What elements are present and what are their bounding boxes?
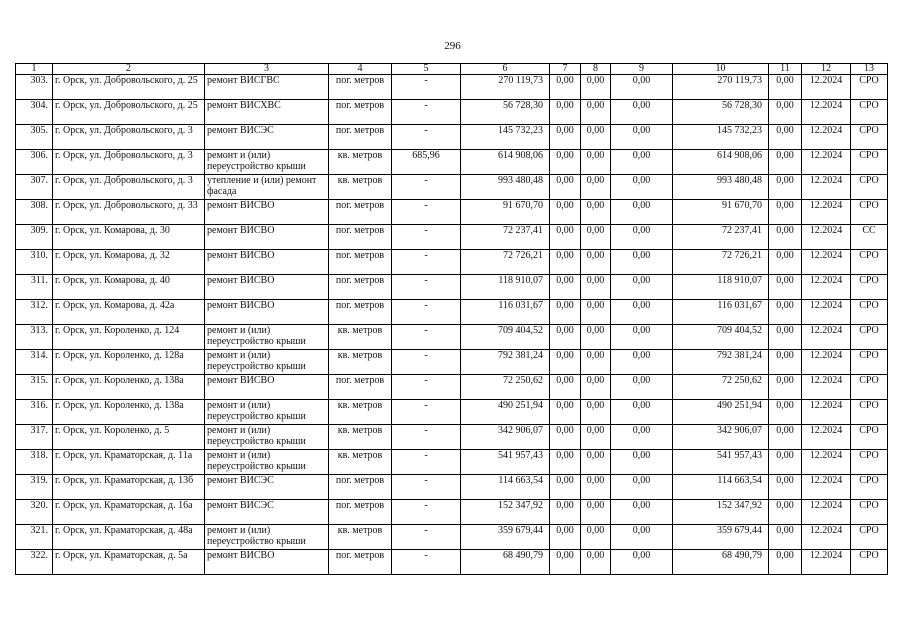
row-number: 304. bbox=[16, 100, 53, 125]
fund-cost-cell: 116 031,67 bbox=[673, 300, 769, 325]
fund-cost-cell: 145 732,23 bbox=[673, 125, 769, 150]
value-cell: 0,00 bbox=[550, 250, 581, 275]
row-number: 318. bbox=[16, 450, 53, 475]
header-cell: 2 bbox=[53, 64, 205, 75]
value-cell: 0,00 bbox=[611, 375, 673, 400]
completion-date-cell: 12.2024 bbox=[802, 75, 851, 100]
fund-cost-cell: 792 381,24 bbox=[673, 350, 769, 375]
value-cell: 0,00 bbox=[769, 225, 802, 250]
total-cost-cell: 116 031,67 bbox=[461, 300, 550, 325]
volume-cell: - bbox=[392, 325, 461, 350]
value-cell: 0,00 bbox=[769, 150, 802, 175]
table-row bbox=[16, 200, 888, 225]
completion-date-cell: 12.2024 bbox=[802, 275, 851, 300]
fund-cost-cell: 709 404,52 bbox=[673, 325, 769, 350]
fund-cost-cell: 614 908,06 bbox=[673, 150, 769, 175]
value-cell: 0,00 bbox=[611, 400, 673, 425]
table-row bbox=[16, 125, 888, 150]
value-cell: 0,00 bbox=[769, 300, 802, 325]
value-cell: 0,00 bbox=[581, 250, 611, 275]
total-cost-cell: 152 347,92 bbox=[461, 500, 550, 525]
value-cell: 0,00 bbox=[611, 100, 673, 125]
row-number: 321. bbox=[16, 525, 53, 550]
row-number: 317. bbox=[16, 425, 53, 450]
table-row bbox=[16, 400, 888, 425]
volume-cell: - bbox=[392, 425, 461, 450]
work-type-cell: ремонт ВИСЭС bbox=[205, 500, 329, 525]
value-cell: 0,00 bbox=[581, 150, 611, 175]
source-cell: СС bbox=[851, 225, 888, 250]
total-cost-cell: 541 957,43 bbox=[461, 450, 550, 475]
table-row bbox=[16, 425, 888, 450]
volume-cell: - bbox=[392, 175, 461, 200]
address-cell: г. Орск, ул. Краматорская, д. 16а bbox=[53, 500, 205, 525]
header-cell: 13 bbox=[851, 64, 888, 75]
value-cell: 0,00 bbox=[550, 125, 581, 150]
row-number: 306. bbox=[16, 150, 53, 175]
work-type-cell: ремонт ВИСВО bbox=[205, 225, 329, 250]
volume-cell: - bbox=[392, 450, 461, 475]
total-cost-cell: 709 404,52 bbox=[461, 325, 550, 350]
page-number: 296 bbox=[444, 40, 461, 52]
value-cell: 0,00 bbox=[769, 425, 802, 450]
total-cost-cell: 91 670,70 bbox=[461, 200, 550, 225]
row-number: 319. bbox=[16, 475, 53, 500]
value-cell: 0,00 bbox=[581, 450, 611, 475]
total-cost-cell: 792 381,24 bbox=[461, 350, 550, 375]
unit-cell: кв. метров bbox=[329, 325, 392, 350]
unit-cell: пог. метров bbox=[329, 275, 392, 300]
value-cell: 0,00 bbox=[611, 275, 673, 300]
value-cell: 0,00 bbox=[550, 425, 581, 450]
completion-date-cell: 12.2024 bbox=[802, 400, 851, 425]
fund-cost-cell: 68 490,79 bbox=[673, 550, 769, 575]
completion-date-cell: 12.2024 bbox=[802, 450, 851, 475]
total-cost-cell: 72 237,41 bbox=[461, 225, 550, 250]
value-cell: 0,00 bbox=[550, 275, 581, 300]
fund-cost-cell: 541 957,43 bbox=[673, 450, 769, 475]
source-cell: СРО bbox=[851, 125, 888, 150]
value-cell: 0,00 bbox=[550, 375, 581, 400]
total-cost-cell: 993 480,48 bbox=[461, 175, 550, 200]
value-cell: 0,00 bbox=[581, 75, 611, 100]
completion-date-cell: 12.2024 bbox=[802, 175, 851, 200]
address-cell: г. Орск, ул. Комарова, д. 30 bbox=[53, 225, 205, 250]
value-cell: 0,00 bbox=[611, 225, 673, 250]
total-cost-cell: 114 663,54 bbox=[461, 475, 550, 500]
source-cell: СРО bbox=[851, 100, 888, 125]
table-row bbox=[16, 225, 888, 250]
total-cost-cell: 72 726,21 bbox=[461, 250, 550, 275]
work-type-cell: ремонт ВИСЭС bbox=[205, 475, 329, 500]
header-cell: 1 bbox=[16, 64, 53, 75]
volume-cell: - bbox=[392, 400, 461, 425]
table-row bbox=[16, 150, 888, 175]
completion-date-cell: 12.2024 bbox=[802, 325, 851, 350]
value-cell: 0,00 bbox=[611, 300, 673, 325]
source-cell: СРО bbox=[851, 175, 888, 200]
row-number: 305. bbox=[16, 125, 53, 150]
fund-cost-cell: 270 119,73 bbox=[673, 75, 769, 100]
completion-date-cell: 12.2024 bbox=[802, 425, 851, 450]
table-row bbox=[16, 375, 888, 400]
source-cell: СРО bbox=[851, 450, 888, 475]
header-cell: 11 bbox=[769, 64, 802, 75]
completion-date-cell: 12.2024 bbox=[802, 250, 851, 275]
completion-date-cell: 12.2024 bbox=[802, 500, 851, 525]
row-number: 320. bbox=[16, 500, 53, 525]
volume-cell: - bbox=[392, 200, 461, 225]
header-cell: 7 bbox=[550, 64, 581, 75]
volume-cell: 685,96 bbox=[392, 150, 461, 175]
value-cell: 0,00 bbox=[611, 75, 673, 100]
source-cell: СРО bbox=[851, 200, 888, 225]
value-cell: 0,00 bbox=[611, 175, 673, 200]
value-cell: 0,00 bbox=[550, 150, 581, 175]
value-cell: 0,00 bbox=[611, 475, 673, 500]
source-cell: СРО bbox=[851, 400, 888, 425]
table-row bbox=[16, 250, 888, 275]
fund-cost-cell: 118 910,07 bbox=[673, 275, 769, 300]
source-cell: СРО bbox=[851, 425, 888, 450]
total-cost-cell: 342 906,07 bbox=[461, 425, 550, 450]
fund-cost-cell: 72 237,41 bbox=[673, 225, 769, 250]
work-type-cell: ремонт ВИСВО bbox=[205, 550, 329, 575]
value-cell: 0,00 bbox=[581, 325, 611, 350]
source-cell: СРО bbox=[851, 525, 888, 550]
value-cell: 0,00 bbox=[581, 400, 611, 425]
volume-cell: - bbox=[392, 275, 461, 300]
value-cell: 0,00 bbox=[550, 100, 581, 125]
total-cost-cell: 68 490,79 bbox=[461, 550, 550, 575]
header-cell: 9 bbox=[611, 64, 673, 75]
work-type-cell: ремонт и (или) переустройство крыши bbox=[205, 325, 329, 350]
fund-cost-cell: 114 663,54 bbox=[673, 475, 769, 500]
value-cell: 0,00 bbox=[611, 325, 673, 350]
fund-cost-cell: 993 480,48 bbox=[673, 175, 769, 200]
source-cell: СРО bbox=[851, 475, 888, 500]
value-cell: 0,00 bbox=[769, 100, 802, 125]
header-cell: 3 bbox=[205, 64, 329, 75]
unit-cell: пог. метров bbox=[329, 550, 392, 575]
completion-date-cell: 12.2024 bbox=[802, 300, 851, 325]
address-cell: г. Орск, ул. Добровольского, д. 3 bbox=[53, 175, 205, 200]
completion-date-cell: 12.2024 bbox=[802, 200, 851, 225]
value-cell: 0,00 bbox=[550, 500, 581, 525]
value-cell: 0,00 bbox=[581, 350, 611, 375]
address-cell: г. Орск, ул. Короленко, д. 138а bbox=[53, 400, 205, 425]
source-cell: СРО bbox=[851, 550, 888, 575]
total-cost-cell: 359 679,44 bbox=[461, 525, 550, 550]
value-cell: 0,00 bbox=[550, 525, 581, 550]
work-type-cell: ремонт ВИСХВС bbox=[205, 100, 329, 125]
value-cell: 0,00 bbox=[769, 400, 802, 425]
row-number: 307. bbox=[16, 175, 53, 200]
table-row bbox=[16, 550, 888, 575]
address-cell: г. Орск, ул. Добровольского, д. 33 bbox=[53, 200, 205, 225]
value-cell: 0,00 bbox=[611, 525, 673, 550]
value-cell: 0,00 bbox=[581, 550, 611, 575]
address-cell: г. Орск, ул. Комарова, д. 42а bbox=[53, 300, 205, 325]
row-number: 310. bbox=[16, 250, 53, 275]
table-row bbox=[16, 100, 888, 125]
address-cell: г. Орск, ул. Краматорская, д. 5а bbox=[53, 550, 205, 575]
source-cell: СРО bbox=[851, 275, 888, 300]
unit-cell: кв. метров bbox=[329, 175, 392, 200]
unit-cell: пог. метров bbox=[329, 200, 392, 225]
row-number: 316. bbox=[16, 400, 53, 425]
row-number: 303. bbox=[16, 75, 53, 100]
unit-cell: кв. метров bbox=[329, 350, 392, 375]
fund-cost-cell: 342 906,07 bbox=[673, 425, 769, 450]
work-type-cell: ремонт ВИСВО bbox=[205, 375, 329, 400]
total-cost-cell: 490 251,94 bbox=[461, 400, 550, 425]
value-cell: 0,00 bbox=[769, 175, 802, 200]
header-cell: 4 bbox=[329, 64, 392, 75]
table-row bbox=[16, 350, 888, 375]
row-number: 312. bbox=[16, 300, 53, 325]
source-cell: СРО bbox=[851, 150, 888, 175]
address-cell: г. Орск, ул. Краматорская, д. 48а bbox=[53, 525, 205, 550]
completion-date-cell: 12.2024 bbox=[802, 150, 851, 175]
value-cell: 0,00 bbox=[769, 250, 802, 275]
unit-cell: пог. метров bbox=[329, 225, 392, 250]
value-cell: 0,00 bbox=[550, 300, 581, 325]
work-type-cell: ремонт ВИСВО bbox=[205, 250, 329, 275]
table-row bbox=[16, 275, 888, 300]
work-type-cell: ремонт ВИСВО bbox=[205, 200, 329, 225]
value-cell: 0,00 bbox=[611, 250, 673, 275]
table-row bbox=[16, 475, 888, 500]
value-cell: 0,00 bbox=[550, 550, 581, 575]
completion-date-cell: 12.2024 bbox=[802, 350, 851, 375]
address-cell: г. Орск, ул. Добровольского, д. 25 bbox=[53, 75, 205, 100]
value-cell: 0,00 bbox=[769, 200, 802, 225]
volume-cell: - bbox=[392, 225, 461, 250]
header-cell: 8 bbox=[581, 64, 611, 75]
address-cell: г. Орск, ул. Короленко, д. 128а bbox=[53, 350, 205, 375]
value-cell: 0,00 bbox=[581, 300, 611, 325]
header-cell: 5 bbox=[392, 64, 461, 75]
value-cell: 0,00 bbox=[581, 275, 611, 300]
address-cell: г. Орск, ул. Короленко, д. 124 bbox=[53, 325, 205, 350]
work-type-cell: ремонт и (или) переустройство крыши bbox=[205, 150, 329, 175]
unit-cell: кв. метров bbox=[329, 425, 392, 450]
completion-date-cell: 12.2024 bbox=[802, 375, 851, 400]
value-cell: 0,00 bbox=[581, 100, 611, 125]
source-cell: СРО bbox=[851, 325, 888, 350]
value-cell: 0,00 bbox=[550, 175, 581, 200]
address-cell: г. Орск, ул. Добровольского, д. 3 bbox=[53, 150, 205, 175]
total-cost-cell: 614 908,06 bbox=[461, 150, 550, 175]
unit-cell: кв. метров bbox=[329, 400, 392, 425]
table-row bbox=[16, 450, 888, 475]
work-type-cell: ремонт и (или) переустройство крыши bbox=[205, 425, 329, 450]
value-cell: 0,00 bbox=[550, 75, 581, 100]
table-row bbox=[16, 300, 888, 325]
source-cell: СРО bbox=[851, 350, 888, 375]
volume-cell: - bbox=[392, 300, 461, 325]
value-cell: 0,00 bbox=[550, 475, 581, 500]
table-row bbox=[16, 175, 888, 200]
volume-cell: - bbox=[392, 500, 461, 525]
address-cell: г. Орск, ул. Короленко, д. 138а bbox=[53, 375, 205, 400]
row-number: 308. bbox=[16, 200, 53, 225]
value-cell: 0,00 bbox=[550, 225, 581, 250]
work-type-cell: ремонт и (или) переустройство крыши bbox=[205, 400, 329, 425]
table-row bbox=[16, 500, 888, 525]
unit-cell: пог. метров bbox=[329, 250, 392, 275]
value-cell: 0,00 bbox=[769, 125, 802, 150]
value-cell: 0,00 bbox=[769, 325, 802, 350]
table-row bbox=[16, 525, 888, 550]
header-cell: 10 bbox=[673, 64, 769, 75]
value-cell: 0,00 bbox=[581, 175, 611, 200]
value-cell: 0,00 bbox=[550, 400, 581, 425]
total-cost-cell: 56 728,30 bbox=[461, 100, 550, 125]
value-cell: 0,00 bbox=[769, 450, 802, 475]
header-cell: 6 bbox=[461, 64, 550, 75]
header-cell: 12 bbox=[802, 64, 851, 75]
unit-cell: кв. метров bbox=[329, 450, 392, 475]
source-cell: СРО bbox=[851, 300, 888, 325]
work-type-cell: ремонт и (или) переустройство крыши bbox=[205, 350, 329, 375]
volume-cell: - bbox=[392, 375, 461, 400]
total-cost-cell: 118 910,07 bbox=[461, 275, 550, 300]
source-cell: СРО bbox=[851, 250, 888, 275]
work-type-cell: ремонт ВИСГВС bbox=[205, 75, 329, 100]
capital-repair-table bbox=[15, 63, 888, 575]
completion-date-cell: 12.2024 bbox=[802, 125, 851, 150]
value-cell: 0,00 bbox=[550, 350, 581, 375]
work-type-cell: ремонт ВИСВО bbox=[205, 300, 329, 325]
source-cell: СРО bbox=[851, 500, 888, 525]
volume-cell: - bbox=[392, 525, 461, 550]
volume-cell: - bbox=[392, 475, 461, 500]
unit-cell: пог. метров bbox=[329, 100, 392, 125]
completion-date-cell: 12.2024 bbox=[802, 525, 851, 550]
completion-date-cell: 12.2024 bbox=[802, 225, 851, 250]
value-cell: 0,00 bbox=[769, 475, 802, 500]
value-cell: 0,00 bbox=[611, 450, 673, 475]
address-cell: г. Орск, ул. Короленко, д. 5 bbox=[53, 425, 205, 450]
unit-cell: кв. метров bbox=[329, 525, 392, 550]
unit-cell: пог. метров bbox=[329, 500, 392, 525]
unit-cell: пог. метров bbox=[329, 125, 392, 150]
total-cost-cell: 270 119,73 bbox=[461, 75, 550, 100]
volume-cell: - bbox=[392, 75, 461, 100]
value-cell: 0,00 bbox=[769, 75, 802, 100]
value-cell: 0,00 bbox=[581, 125, 611, 150]
work-type-cell: ремонт ВИСЭС bbox=[205, 125, 329, 150]
value-cell: 0,00 bbox=[581, 200, 611, 225]
value-cell: 0,00 bbox=[769, 550, 802, 575]
table-row bbox=[16, 325, 888, 350]
value-cell: 0,00 bbox=[581, 225, 611, 250]
value-cell: 0,00 bbox=[769, 275, 802, 300]
table-row bbox=[16, 75, 888, 100]
address-cell: г. Орск, ул. Комарова, д. 32 bbox=[53, 250, 205, 275]
value-cell: 0,00 bbox=[611, 550, 673, 575]
value-cell: 0,00 bbox=[581, 475, 611, 500]
address-cell: г. Орск, ул. Добровольского, д. 3 bbox=[53, 125, 205, 150]
fund-cost-cell: 56 728,30 bbox=[673, 100, 769, 125]
completion-date-cell: 12.2024 bbox=[802, 550, 851, 575]
address-cell: г. Орск, ул. Добровольского, д. 25 bbox=[53, 100, 205, 125]
fund-cost-cell: 490 251,94 bbox=[673, 400, 769, 425]
value-cell: 0,00 bbox=[611, 150, 673, 175]
table-body bbox=[16, 75, 888, 575]
source-cell: СРО bbox=[851, 375, 888, 400]
value-cell: 0,00 bbox=[769, 375, 802, 400]
value-cell: 0,00 bbox=[550, 200, 581, 225]
work-type-cell: ремонт ВИСВО bbox=[205, 275, 329, 300]
row-number: 311. bbox=[16, 275, 53, 300]
volume-cell: - bbox=[392, 350, 461, 375]
total-cost-cell: 72 250,62 bbox=[461, 375, 550, 400]
unit-cell: кв. метров bbox=[329, 150, 392, 175]
value-cell: 0,00 bbox=[581, 525, 611, 550]
completion-date-cell: 12.2024 bbox=[802, 475, 851, 500]
unit-cell: пог. метров bbox=[329, 375, 392, 400]
unit-cell: пог. метров bbox=[329, 300, 392, 325]
volume-cell: - bbox=[392, 250, 461, 275]
value-cell: 0,00 bbox=[769, 350, 802, 375]
value-cell: 0,00 bbox=[611, 350, 673, 375]
value-cell: 0,00 bbox=[581, 425, 611, 450]
total-cost-cell: 145 732,23 bbox=[461, 125, 550, 150]
fund-cost-cell: 72 726,21 bbox=[673, 250, 769, 275]
address-cell: г. Орск, ул. Комарова, д. 40 bbox=[53, 275, 205, 300]
completion-date-cell: 12.2024 bbox=[802, 100, 851, 125]
fund-cost-cell: 152 347,92 bbox=[673, 500, 769, 525]
unit-cell: пог. метров bbox=[329, 475, 392, 500]
value-cell: 0,00 bbox=[769, 500, 802, 525]
volume-cell: - bbox=[392, 125, 461, 150]
value-cell: 0,00 bbox=[550, 325, 581, 350]
row-number: 314. bbox=[16, 350, 53, 375]
value-cell: 0,00 bbox=[550, 450, 581, 475]
value-cell: 0,00 bbox=[611, 425, 673, 450]
value-cell: 0,00 bbox=[611, 200, 673, 225]
fund-cost-cell: 91 670,70 bbox=[673, 200, 769, 225]
value-cell: 0,00 bbox=[611, 125, 673, 150]
fund-cost-cell: 72 250,62 bbox=[673, 375, 769, 400]
work-type-cell: ремонт и (или) переустройство крыши bbox=[205, 450, 329, 475]
value-cell: 0,00 bbox=[581, 375, 611, 400]
row-number: 313. bbox=[16, 325, 53, 350]
work-type-cell: ремонт и (или) переустройство крыши bbox=[205, 525, 329, 550]
volume-cell: - bbox=[392, 550, 461, 575]
table-header-row bbox=[16, 64, 888, 75]
address-cell: г. Орск, ул. Краматорская, д. 11а bbox=[53, 450, 205, 475]
row-number: 309. bbox=[16, 225, 53, 250]
unit-cell: пог. метров bbox=[329, 75, 392, 100]
source-cell: СРО bbox=[851, 75, 888, 100]
volume-cell: - bbox=[392, 100, 461, 125]
value-cell: 0,00 bbox=[581, 500, 611, 525]
work-type-cell: утепление и (или) ремонт фасада bbox=[205, 175, 329, 200]
value-cell: 0,00 bbox=[769, 525, 802, 550]
row-number: 322. bbox=[16, 550, 53, 575]
row-number: 315. bbox=[16, 375, 53, 400]
value-cell: 0,00 bbox=[611, 500, 673, 525]
address-cell: г. Орск, ул. Краматорская, д. 13б bbox=[53, 475, 205, 500]
fund-cost-cell: 359 679,44 bbox=[673, 525, 769, 550]
